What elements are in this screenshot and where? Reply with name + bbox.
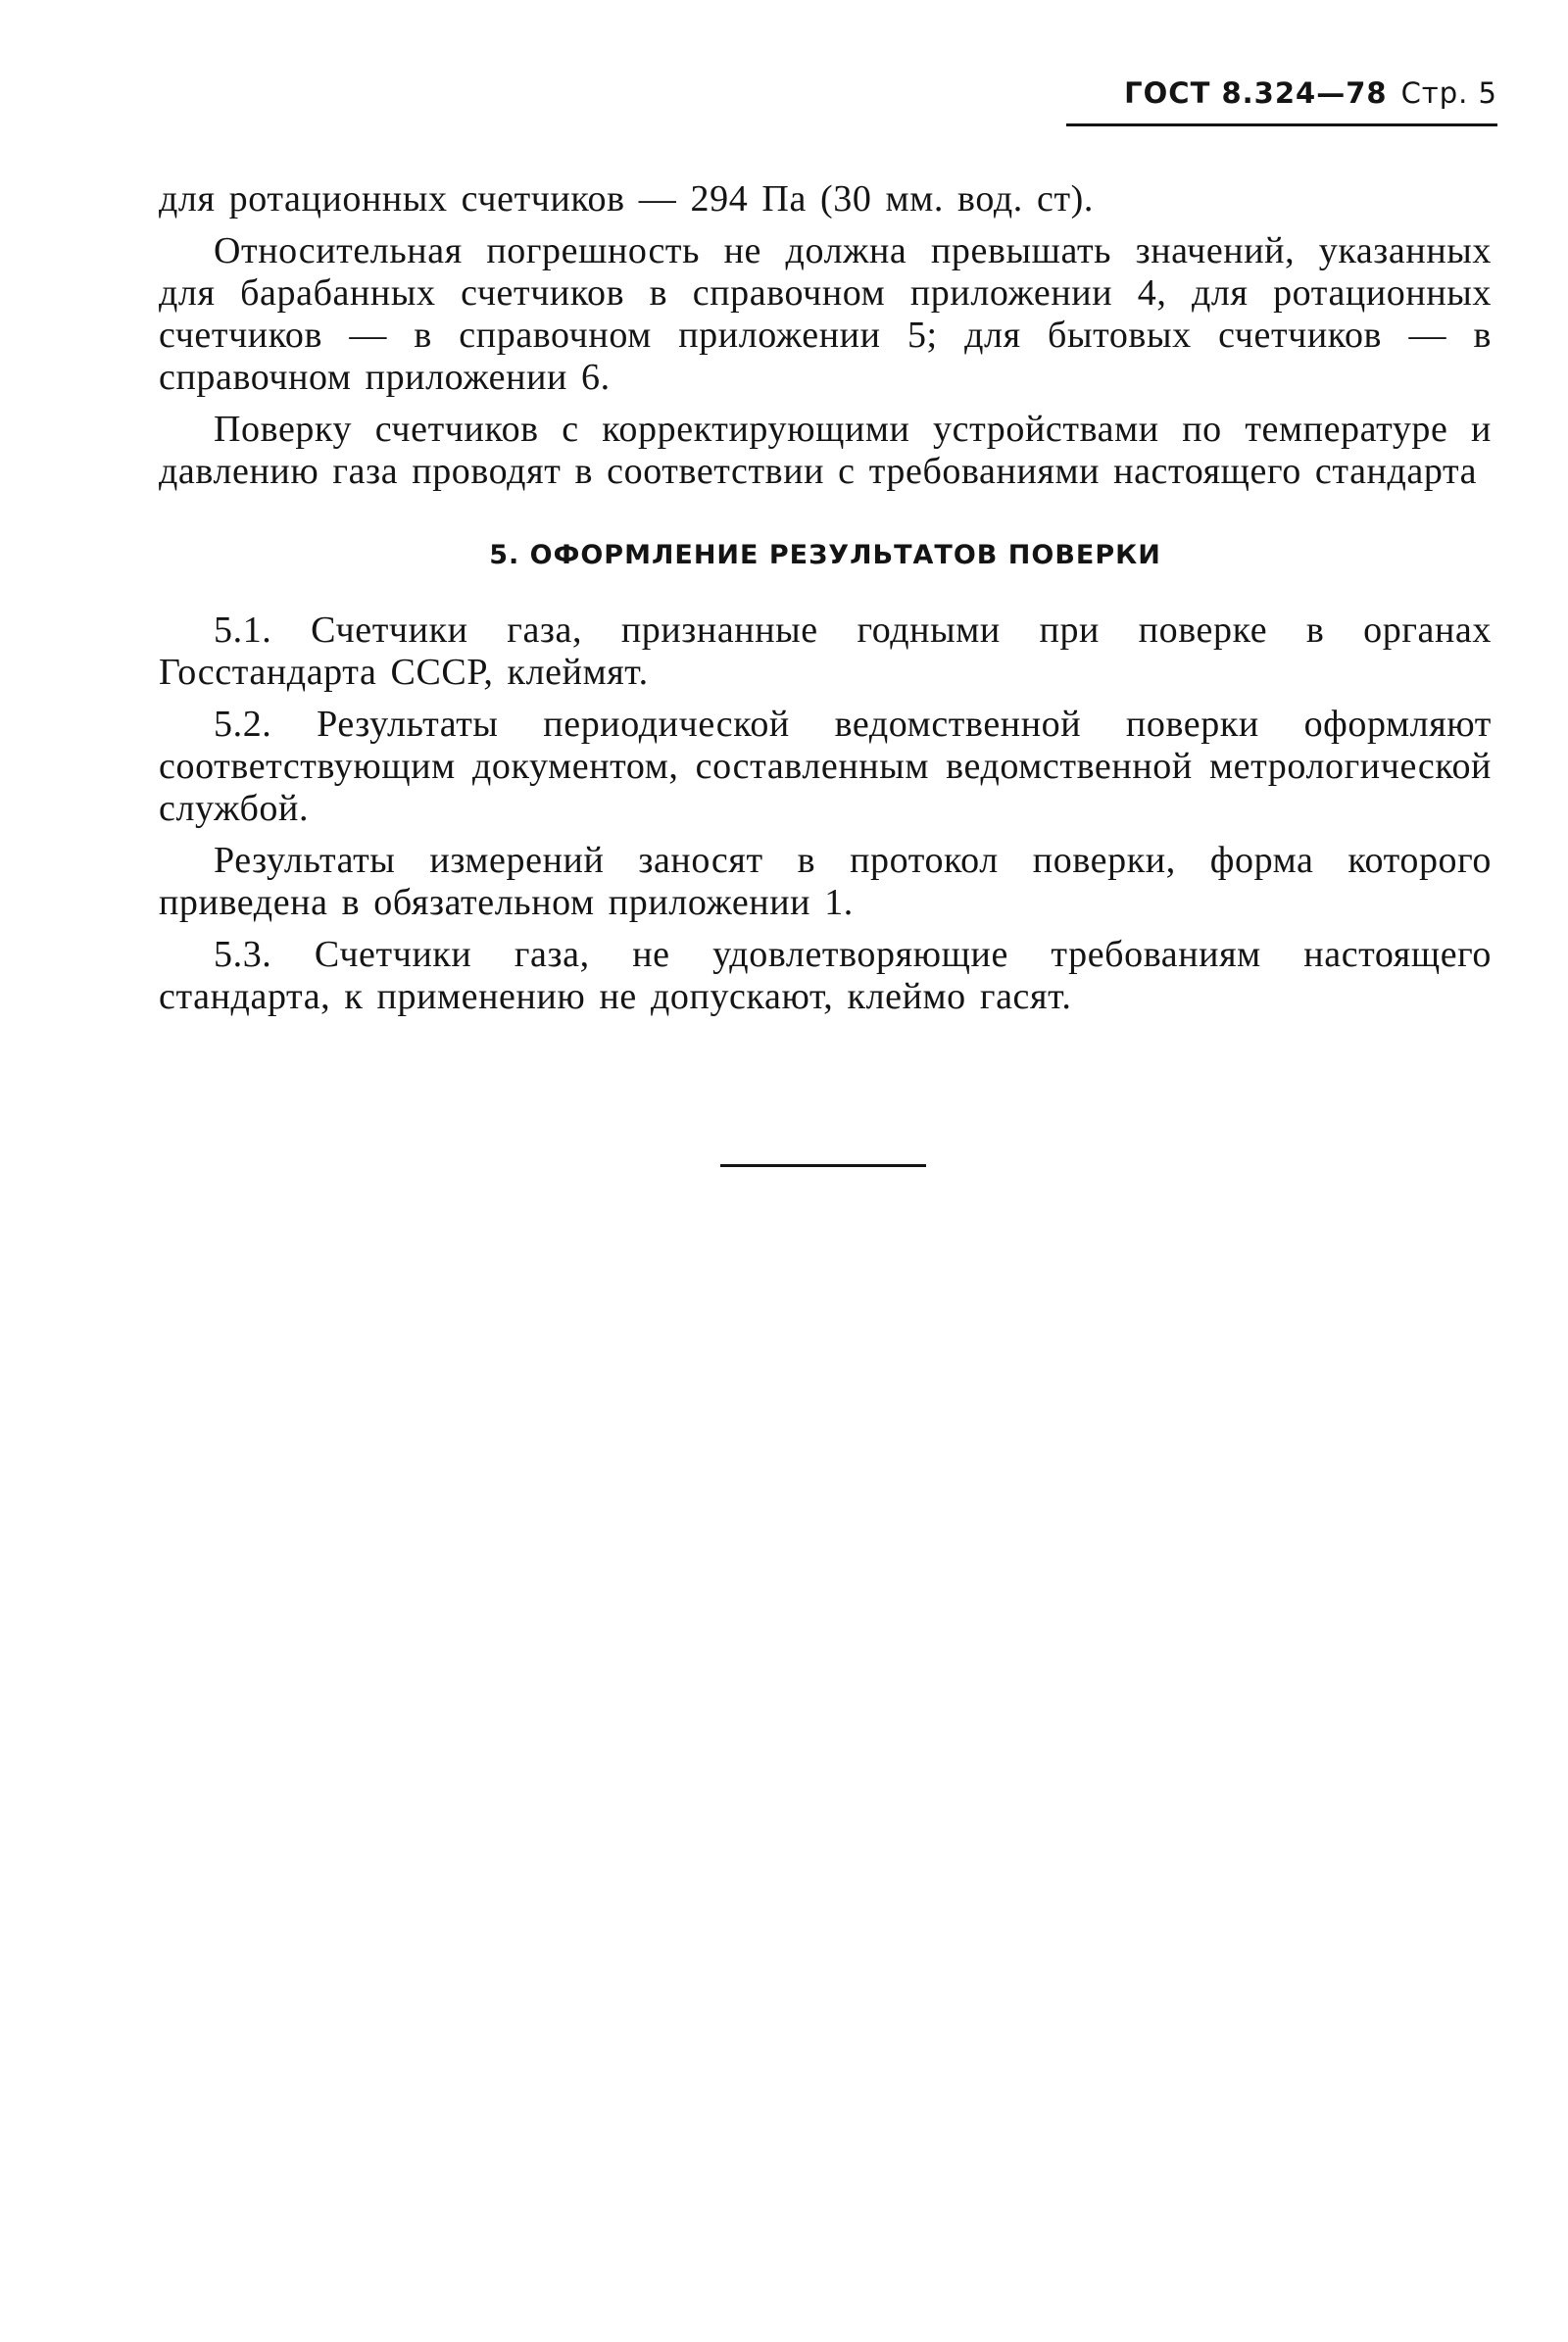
paragraph-correcting-devices: Поверку счетчиков с корректирующими устройствами по температуре и давлению газа проводят в соответствии с требованиями настоящего стандарта [159,409,1492,492]
clause-5-2: 5.2. Результаты периодической ведомственной поверки оформляют соответствующим документом, составленным ведомственной метрологической службой. [159,704,1492,829]
document-body [159,178,1492,1018]
clause-5-1: 5.1. Счетчики газа, признанные годными при поверке в органах Госстандарта СССР, клеймят. [159,610,1492,693]
clause-5-3: 5.3. Счетчики газа, не удовлетворяющие требованиям настоящего стандарта, к применению не допускают, клеймо гасят. [159,934,1492,1017]
end-divider [720,1164,926,1167]
page-number: Стр. 5 [1400,76,1497,110]
standard-number: ГОСТ 8.324—78 [1124,76,1388,110]
page-header [1066,76,1497,126]
paragraph-continuation: для ротационных счетчиков — 294 Па (30 мм. вод. ст). [159,178,1095,220]
paragraph-relative-error: Относительная погрешность не должна превышать значений, указанных для барабанных счетчиков в справочном приложении 4, для ротационных счетчиков — в справочном приложении 5; для бытовых счетчиков — в справочном приложении 6. [159,230,1492,398]
section-title: 5. ОФОРМЛЕНИЕ РЕЗУЛЬТАТОВ ПОВЕРКИ [489,540,1161,570]
paragraph-protocol: Результаты измерений заносят в протокол поверки, форма которого приведена в обязательном приложении 1. [159,840,1492,923]
